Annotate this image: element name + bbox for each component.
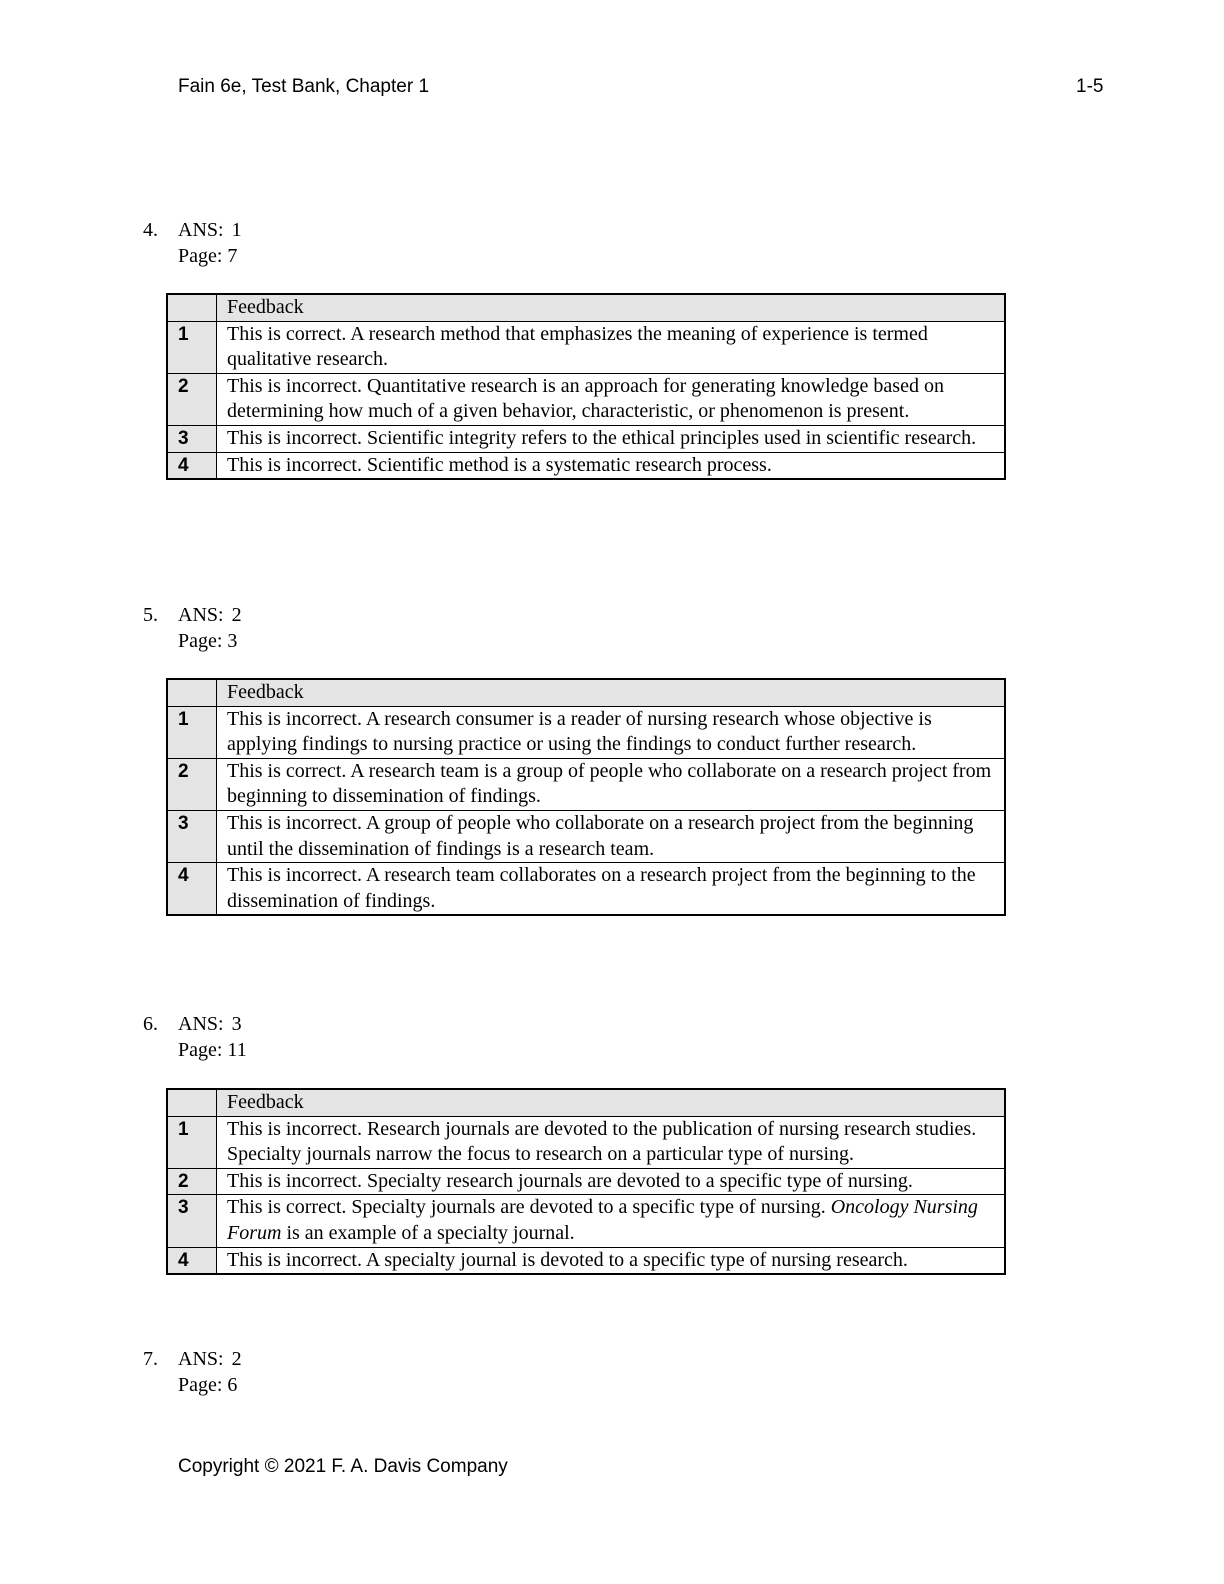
page-number: 1-5: [1076, 76, 1104, 97]
question-number: 7.: [143, 1348, 158, 1370]
ans-label: ANS:: [178, 219, 224, 241]
feedback-text: This is incorrect. Scientific method is a systematic research process.: [217, 452, 1006, 479]
table-row: [167, 1168, 1005, 1195]
option-number: 2: [167, 758, 217, 810]
table-row: [167, 452, 1005, 479]
table-row: [167, 706, 1005, 758]
question-6-answer: [143, 1012, 247, 1063]
feedback-header: Feedback: [217, 679, 1006, 706]
feedback-text: This is correct. A research method that emphasizes the meaning of experience is termed qualitative research.: [217, 321, 1006, 373]
table-row: [167, 863, 1005, 916]
ans-label: ANS:: [178, 1348, 224, 1370]
option-number: 1: [167, 321, 217, 373]
table-row: [167, 1247, 1005, 1274]
table-row: [167, 810, 1005, 862]
table-row: [167, 321, 1005, 373]
question-7-answer: [143, 1347, 242, 1398]
ans-value: 2: [231, 1348, 242, 1370]
feedback-text-end: is an example of a specialty journal.: [281, 1221, 575, 1244]
feedback-text: This is incorrect. A research team collaborates on a research project from the beginning to the dissemination of findings.: [217, 863, 1006, 916]
page-reference: Page: 3: [178, 629, 238, 652]
option-number: 2: [167, 373, 217, 425]
ans-value: 3: [231, 1013, 242, 1035]
question-5-answer: [143, 603, 242, 654]
option-number: 1: [167, 1116, 217, 1168]
question-4-answer: [143, 218, 242, 269]
question-number: 5.: [143, 604, 158, 626]
table-header-row: [167, 679, 1005, 706]
option-number: 3: [167, 425, 217, 452]
running-header-title: Fain 6e, Test Bank, Chapter 1: [178, 76, 430, 97]
feedback-text: This is incorrect. A research consumer is a reader of nursing research whose objective is applying findings to nursing practice or using the findings to conduct further research.: [217, 706, 1006, 758]
ans-label: ANS:: [178, 1013, 224, 1035]
page-reference: Page: 11: [178, 1038, 247, 1061]
feedback-text-start: This is correct. Specialty journals are devoted to a specific type of nursing.: [227, 1196, 831, 1219]
feedback-table-q5: [166, 678, 1006, 916]
question-number: 4.: [143, 219, 158, 241]
option-number: 4: [167, 452, 217, 479]
feedback-text: This is incorrect. Quantitative research is an approach for generating knowledge based on determining how much of a given behavior, characteristic, or phenomenon is present.: [217, 373, 1006, 425]
ans-value: 2: [231, 604, 242, 626]
feedback-text: This is incorrect. A group of people who collaborate on a research project from the beginning until the dissemination of findings is a research team.: [217, 810, 1006, 862]
feedback-text: This is incorrect. A specialty journal is devoted to a specific type of nursing research.: [217, 1247, 1006, 1274]
copyright-footer: Copyright © 2021 F. A. Davis Company: [178, 1456, 508, 1477]
table-row: [167, 1195, 1005, 1247]
page-reference: Page: 6: [178, 1373, 238, 1396]
option-number: 3: [167, 1195, 217, 1247]
feedback-text: This is incorrect. Scientific integrity refers to the ethical principles used in scientific research.: [217, 425, 1006, 452]
feedback-text: [217, 1195, 1006, 1247]
feedback-text: This is correct. A research team is a group of people who collaborate on a research project from beginning to dissemination of findings.: [217, 758, 1006, 810]
table-row: [167, 758, 1005, 810]
ans-label: ANS:: [178, 604, 224, 626]
table-row: [167, 373, 1005, 425]
feedback-table-q4: [166, 293, 1006, 480]
option-number: 2: [167, 1168, 217, 1195]
journal-title: Oncology Nursing Forum: [227, 1196, 978, 1244]
feedback-table-q6: [166, 1088, 1006, 1275]
feedback-header: Feedback: [217, 1089, 1006, 1116]
option-number: 4: [167, 1247, 217, 1274]
table-row: [167, 1116, 1005, 1168]
feedback-header: Feedback: [217, 294, 1006, 321]
option-number: 1: [167, 706, 217, 758]
feedback-text: This is incorrect. Research journals are devoted to the publication of nursing research studies. Specialty journals narrow the focus to research on a particular type of nursing.: [217, 1116, 1006, 1168]
feedback-text: This is incorrect. Specialty research journals are devoted to a specific type of nursing.: [217, 1168, 1006, 1195]
question-number: 6.: [143, 1013, 158, 1035]
table-row: [167, 425, 1005, 452]
table-header-row: [167, 294, 1005, 321]
ans-value: 1: [231, 219, 242, 241]
table-header-row: [167, 1089, 1005, 1116]
option-number: 4: [167, 863, 217, 916]
option-number: 3: [167, 810, 217, 862]
page-reference: Page: 7: [178, 244, 238, 267]
